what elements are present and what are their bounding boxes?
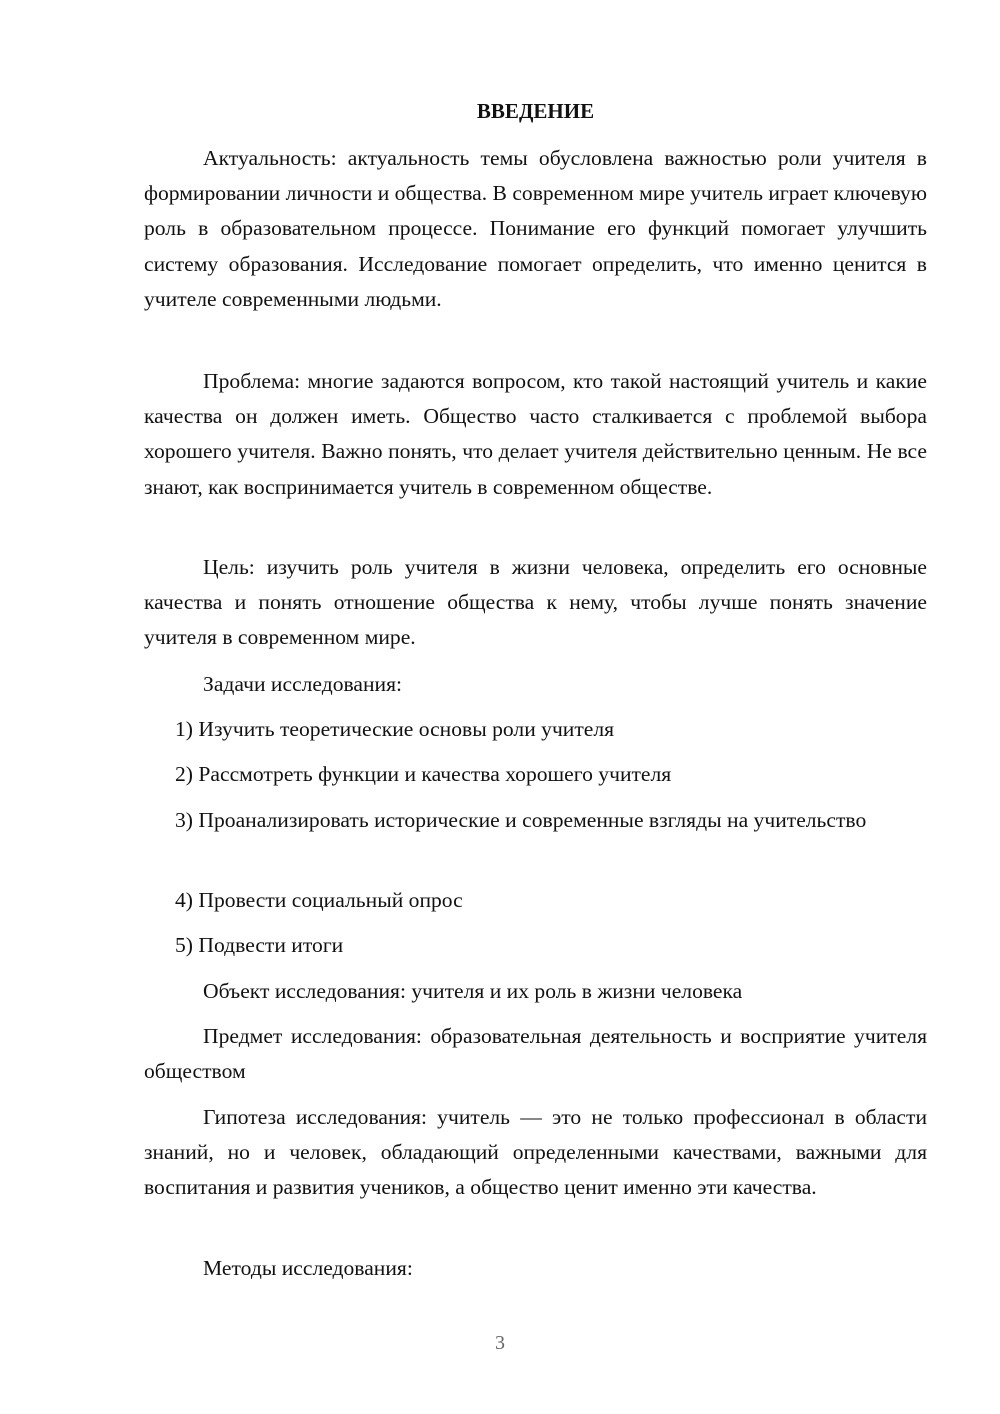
page-title: ВВЕДЕНИЕ: [476, 99, 595, 123]
task-item-1: 1) Изучить теоретические основы роли учителя: [175, 717, 615, 741]
page-number: 3: [495, 1332, 505, 1354]
task-item-5: 5) Подвести итоги: [175, 933, 344, 957]
paragraph-problem: Проблема: многие задаются вопросом, кто такой настоящий учитель и какие качества он должен иметь. Общество часто сталкивается с проблемой выбора хорошего учителя. Важно понять, что делает учителя действительно ценным. Не все знают, как воспринимается учитель в современном обществе.: [144, 369, 927, 499]
paragraph-goal: Цель: изучить роль учителя в жизни человека, определить его основные качества и понять отношение общества к нему, чтобы лучше понять значение учителя в современном мире.: [144, 555, 927, 650]
paragraph-subject: Предмет исследования: образовательная деятельность и восприятие учителя обществом: [144, 1024, 927, 1084]
paragraph-relevance: Актуальность: актуальность темы обусловлена важностью роли учителя в формировании личности и общества. В современном мире учитель играет ключевую роль в образовательном процессе. Понимание его функций помогает улучшить систему образования. Исследование помогает определить, что именно ценится в учителе современными людьми.: [144, 146, 927, 311]
tasks-title: Задачи исследования:: [203, 672, 403, 696]
task-item-4: 4) Провести социальный опрос: [175, 888, 463, 912]
paragraph-object: Объект исследования: учителя и их роль в жизни человека: [203, 979, 743, 1003]
task-item-2: 2) Рассмотреть функции и качества хорошего учителя: [175, 762, 672, 786]
task-item-3: 3) Проанализировать исторические и современные взгляды на учительство: [175, 808, 867, 832]
methods-title: Методы исследования:: [203, 1256, 413, 1280]
paragraph-hypothesis: Гипотеза исследования: учитель — это не только профессионал в области знаний, но и человек, обладающий определенными качествами, важными для воспитания и развития учеников, а общество ценит именно эти качества.: [144, 1105, 927, 1200]
